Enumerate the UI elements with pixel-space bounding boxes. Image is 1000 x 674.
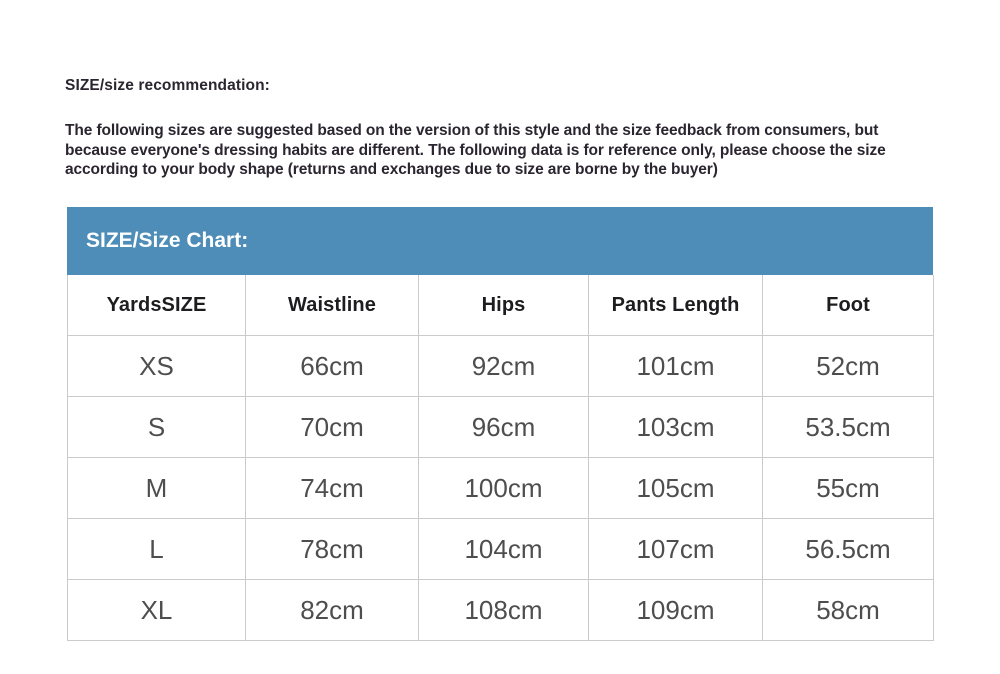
waistline-cell: 66cm bbox=[246, 336, 419, 397]
table-row-xs bbox=[68, 336, 934, 397]
waistline-cell: 70cm bbox=[246, 397, 419, 458]
size-cell: M bbox=[68, 458, 246, 519]
hips-cell: 96cm bbox=[419, 397, 589, 458]
size-chart-title: SIZE/Size Chart: bbox=[86, 229, 249, 252]
column-header-hips: Hips bbox=[419, 275, 589, 336]
hips-cell: 108cm bbox=[419, 580, 589, 641]
size-chart-table bbox=[67, 275, 934, 641]
pants-length-cell: 107cm bbox=[589, 519, 763, 580]
table-row-xl bbox=[68, 580, 934, 641]
pants-length-cell: 109cm bbox=[589, 580, 763, 641]
pants-length-cell: 105cm bbox=[589, 458, 763, 519]
pants-length-cell: 103cm bbox=[589, 397, 763, 458]
foot-cell: 55cm bbox=[763, 458, 934, 519]
size-cell: XS bbox=[68, 336, 246, 397]
column-header-pants-length: Pants Length bbox=[589, 275, 763, 336]
hips-cell: 100cm bbox=[419, 458, 589, 519]
column-header-yards-size: YardsSIZE bbox=[68, 275, 246, 336]
size-recommendation-heading: SIZE/size recommendation: bbox=[65, 77, 270, 94]
foot-cell: 53.5cm bbox=[763, 397, 934, 458]
column-header-waistline: Waistline bbox=[246, 275, 419, 336]
size-cell: XL bbox=[68, 580, 246, 641]
table-header-row bbox=[68, 275, 934, 336]
waistline-cell: 78cm bbox=[246, 519, 419, 580]
table-row-m bbox=[68, 458, 934, 519]
foot-cell: 56.5cm bbox=[763, 519, 934, 580]
waistline-cell: 82cm bbox=[246, 580, 419, 641]
waistline-cell: 74cm bbox=[246, 458, 419, 519]
size-cell: S bbox=[68, 397, 246, 458]
size-cell: L bbox=[68, 519, 246, 580]
column-header-foot: Foot bbox=[763, 275, 934, 336]
table-row-s bbox=[68, 397, 934, 458]
hips-cell: 104cm bbox=[419, 519, 589, 580]
foot-cell: 52cm bbox=[763, 336, 934, 397]
table-row-l bbox=[68, 519, 934, 580]
size-recommendation-text: The following sizes are suggested based on the version of this style and the size feedback from consumers, but because everyone's dressing habits are different. The following data is for reference only, please choose the size according to your body shape (returns and exchanges due to size are borne by the buyer) bbox=[65, 122, 886, 178]
size-chart-title-bar bbox=[67, 207, 933, 275]
pants-length-cell: 101cm bbox=[589, 336, 763, 397]
foot-cell: 58cm bbox=[763, 580, 934, 641]
hips-cell: 92cm bbox=[419, 336, 589, 397]
